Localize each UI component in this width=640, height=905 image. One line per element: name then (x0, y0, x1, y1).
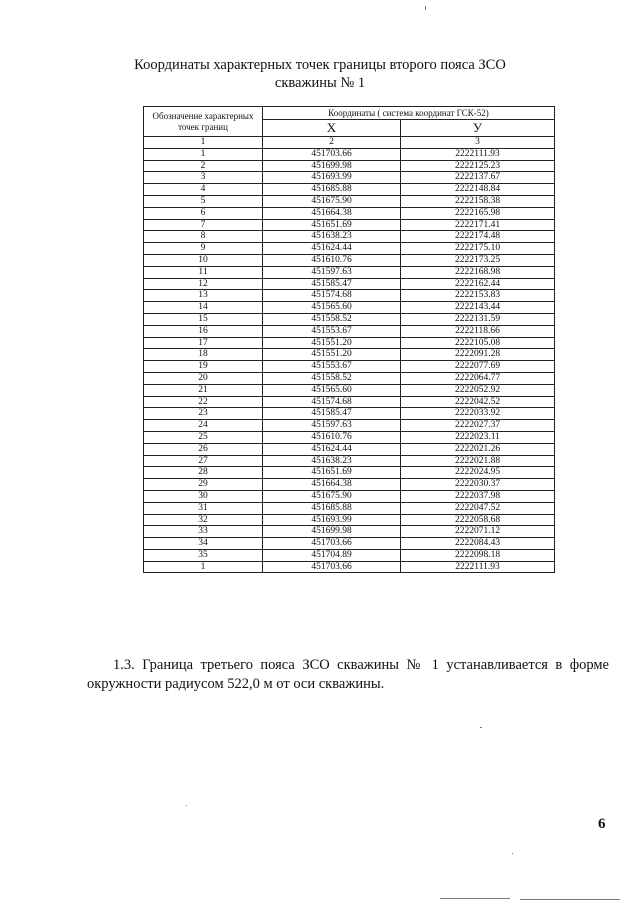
point-number-cell: 1 (144, 561, 263, 573)
scan-speck (440, 898, 510, 899)
y-coordinate-cell: 2222165.98 (401, 207, 555, 219)
point-number-cell: 3 (144, 172, 263, 184)
table-row (144, 408, 555, 420)
point-number-cell: 23 (144, 408, 263, 420)
y-coordinate-cell: 2222042.52 (401, 396, 555, 408)
point-number-cell: 24 (144, 420, 263, 432)
table-row (144, 325, 555, 337)
point-number-cell: 20 (144, 372, 263, 384)
table-row (144, 160, 555, 172)
y-coordinate-cell: 2222175.10 (401, 243, 555, 255)
point-number-cell: 5 (144, 195, 263, 207)
point-number-cell: 13 (144, 290, 263, 302)
x-coordinate-cell: 451553.67 (263, 361, 401, 373)
point-number-cell: 27 (144, 455, 263, 467)
title-line-2: скважины № 1 (274, 75, 366, 91)
y-coordinate-cell: 2222173.25 (401, 254, 555, 266)
y-coordinate-cell: 2222105.08 (401, 337, 555, 349)
y-coordinate-cell: 2222024.95 (401, 467, 555, 479)
point-number-cell: 26 (144, 443, 263, 455)
y-coordinate-cell: 2222111.93 (401, 148, 555, 160)
y-coordinate-cell: 2222162.44 (401, 278, 555, 290)
table-row (144, 184, 555, 196)
table-row (144, 290, 555, 302)
y-coordinate-cell: 2222023.11 (401, 431, 555, 443)
y-coordinate-cell: 2222077.69 (401, 361, 555, 373)
table-row (144, 514, 555, 526)
table-row (144, 538, 555, 550)
x-coordinate-cell: 451610.76 (263, 254, 401, 266)
scan-speck (480, 727, 482, 728)
table-column-number-row (144, 137, 555, 149)
x-coordinate-cell: 451610.76 (263, 431, 401, 443)
coordinates-table-body (144, 107, 555, 573)
x-coordinate-cell: 451664.38 (263, 207, 401, 219)
y-coordinate-cell: 2222125.23 (401, 160, 555, 172)
table-row (144, 337, 555, 349)
y-coordinate-cell: 2222171.41 (401, 219, 555, 231)
y-coordinate-cell: 2222071.12 (401, 526, 555, 538)
x-coordinate-cell: 451597.63 (263, 420, 401, 432)
table-row (144, 420, 555, 432)
header-point-designation: Обозначение характерных точек границ (144, 107, 263, 137)
coordinates-table (143, 106, 555, 573)
point-number-cell: 21 (144, 384, 263, 396)
x-coordinate-cell: 451704.89 (263, 549, 401, 561)
x-coordinate-cell: 451638.23 (263, 455, 401, 467)
y-coordinate-cell: 2222174.48 (401, 231, 555, 243)
x-coordinate-cell: 451675.90 (263, 195, 401, 207)
x-coordinate-cell: 451651.69 (263, 467, 401, 479)
y-coordinate-cell: 2222098.18 (401, 549, 555, 561)
point-number-cell: 10 (144, 254, 263, 266)
column-number: 2 (263, 137, 401, 149)
y-coordinate-cell: 2222047.52 (401, 502, 555, 514)
scan-speck (425, 6, 426, 10)
y-coordinate-cell: 2222148.84 (401, 184, 555, 196)
point-number-cell: 31 (144, 502, 263, 514)
table-row (144, 278, 555, 290)
table-row (144, 207, 555, 219)
y-coordinate-cell: 2222118.66 (401, 325, 555, 337)
y-coordinate-cell: 2222131.59 (401, 313, 555, 325)
point-number-cell: 34 (144, 538, 263, 550)
y-coordinate-cell: 2222064.77 (401, 372, 555, 384)
table-row (144, 502, 555, 514)
x-coordinate-cell: 451693.99 (263, 172, 401, 184)
table-row (144, 479, 555, 491)
table-row (144, 526, 555, 538)
table-header-row (144, 107, 555, 120)
table-row (144, 349, 555, 361)
x-coordinate-cell: 451703.66 (263, 148, 401, 160)
x-coordinate-cell: 451703.66 (263, 538, 401, 550)
x-coordinate-cell: 451553.67 (263, 325, 401, 337)
y-coordinate-cell: 2222027.37 (401, 420, 555, 432)
y-coordinate-cell: 2222058.68 (401, 514, 555, 526)
x-coordinate-cell: 451585.47 (263, 278, 401, 290)
page-number: 6 (598, 816, 606, 832)
point-number-cell: 22 (144, 396, 263, 408)
point-number-cell: 6 (144, 207, 263, 219)
x-coordinate-cell: 451675.90 (263, 490, 401, 502)
y-coordinate-cell: 2222030.37 (401, 479, 555, 491)
y-coordinate-cell: 2222052.92 (401, 384, 555, 396)
table-row (144, 254, 555, 266)
point-number-cell: 25 (144, 431, 263, 443)
header-coordinate-system: Координаты ( система координат ГСК-52) (263, 107, 555, 120)
table-row (144, 490, 555, 502)
x-coordinate-cell: 451565.60 (263, 302, 401, 314)
x-coordinate-cell: 451551.20 (263, 337, 401, 349)
y-coordinate-cell: 2222037.98 (401, 490, 555, 502)
table-row (144, 302, 555, 314)
y-coordinate-cell: 2222021.88 (401, 455, 555, 467)
table-row (144, 172, 555, 184)
point-number-cell: 9 (144, 243, 263, 255)
scan-speck (520, 899, 620, 900)
point-number-cell: 12 (144, 278, 263, 290)
table-row (144, 195, 555, 207)
x-coordinate-cell: 451565.60 (263, 384, 401, 396)
header-x: X (263, 120, 401, 137)
y-coordinate-cell: 2222021.26 (401, 443, 555, 455)
table-row (144, 396, 555, 408)
x-coordinate-cell: 451699.98 (263, 160, 401, 172)
point-number-cell: 2 (144, 160, 263, 172)
table-row (144, 313, 555, 325)
point-number-cell: 11 (144, 266, 263, 278)
x-coordinate-cell: 451651.69 (263, 219, 401, 231)
point-number-cell: 15 (144, 313, 263, 325)
y-coordinate-cell: 2222143.44 (401, 302, 555, 314)
point-number-cell: 7 (144, 219, 263, 231)
table-row (144, 361, 555, 373)
y-coordinate-cell: 2222091.28 (401, 349, 555, 361)
table-row (144, 266, 555, 278)
column-number: 3 (401, 137, 555, 149)
x-coordinate-cell: 451664.38 (263, 479, 401, 491)
x-coordinate-cell: 451574.68 (263, 396, 401, 408)
x-coordinate-cell: 451624.44 (263, 443, 401, 455)
x-coordinate-cell: 451558.52 (263, 313, 401, 325)
point-number-cell: 19 (144, 361, 263, 373)
point-number-cell: 29 (144, 479, 263, 491)
column-number: 1 (144, 137, 263, 149)
x-coordinate-cell: 451624.44 (263, 243, 401, 255)
header-y: У (401, 120, 555, 137)
table-row (144, 219, 555, 231)
table-row (144, 443, 555, 455)
x-coordinate-cell: 451699.98 (263, 526, 401, 538)
y-coordinate-cell: 2222111.93 (401, 561, 555, 573)
y-coordinate-cell: 2222033.92 (401, 408, 555, 420)
point-number-cell: 1 (144, 148, 263, 160)
x-coordinate-cell: 451638.23 (263, 231, 401, 243)
point-number-cell: 18 (144, 349, 263, 361)
point-number-cell: 16 (144, 325, 263, 337)
x-coordinate-cell: 451574.68 (263, 290, 401, 302)
point-number-cell: 17 (144, 337, 263, 349)
scan-speck (186, 805, 187, 806)
x-coordinate-cell: 451685.88 (263, 502, 401, 514)
table-row (144, 243, 555, 255)
y-coordinate-cell: 2222137.67 (401, 172, 555, 184)
table-row (144, 372, 555, 384)
point-number-cell: 35 (144, 549, 263, 561)
point-number-cell: 30 (144, 490, 263, 502)
boundary-paragraph: 1.3. Граница третьего пояса ЗСО скважины № 1 устанавливается в форме окружности радиусом 522,0 м от оси скважины. (87, 657, 609, 692)
point-number-cell: 33 (144, 526, 263, 538)
title-line-1: Координаты характерных точек границы второго пояса ЗСО (134, 57, 506, 73)
x-coordinate-cell: 451551.20 (263, 349, 401, 361)
table-row (144, 467, 555, 479)
x-coordinate-cell: 451685.88 (263, 184, 401, 196)
y-coordinate-cell: 2222084.43 (401, 538, 555, 550)
point-number-cell: 14 (144, 302, 263, 314)
table-row (144, 431, 555, 443)
y-coordinate-cell: 2222168.98 (401, 266, 555, 278)
table-row (144, 384, 555, 396)
table-row (144, 455, 555, 467)
x-coordinate-cell: 451703.66 (263, 561, 401, 573)
x-coordinate-cell: 451585.47 (263, 408, 401, 420)
point-number-cell: 28 (144, 467, 263, 479)
table-row (144, 549, 555, 561)
x-coordinate-cell: 451597.63 (263, 266, 401, 278)
x-coordinate-cell: 451693.99 (263, 514, 401, 526)
point-number-cell: 4 (144, 184, 263, 196)
point-number-cell: 32 (144, 514, 263, 526)
document-title (0, 56, 640, 92)
table-row (144, 231, 555, 243)
scan-speck (512, 853, 513, 854)
y-coordinate-cell: 2222153.83 (401, 290, 555, 302)
y-coordinate-cell: 2222158.38 (401, 195, 555, 207)
x-coordinate-cell: 451558.52 (263, 372, 401, 384)
point-number-cell: 8 (144, 231, 263, 243)
table-row (144, 148, 555, 160)
table-row (144, 561, 555, 573)
